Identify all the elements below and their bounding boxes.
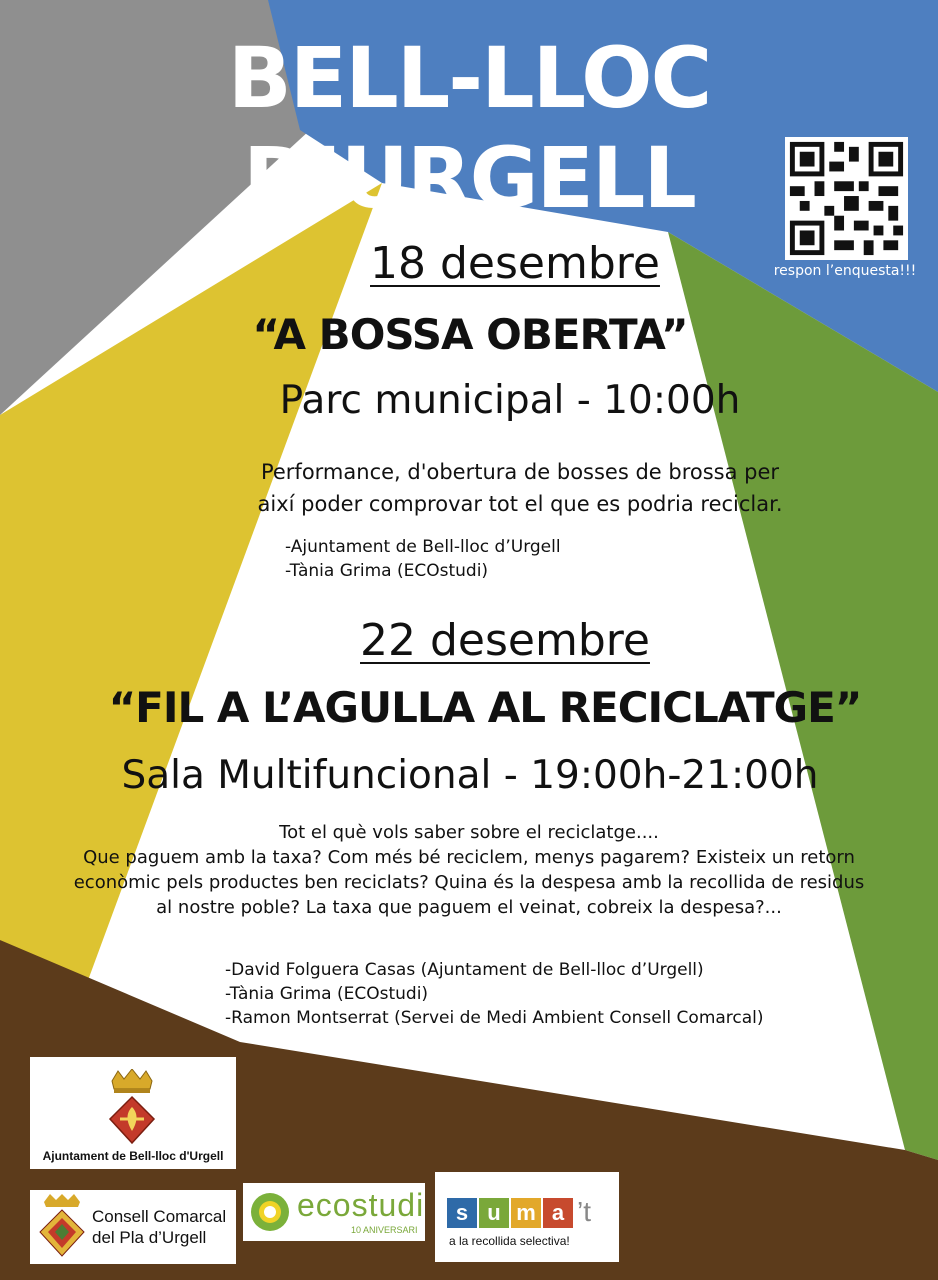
event2-date: 22 desembre <box>360 615 650 666</box>
ajuntament-logo <box>30 1057 236 1169</box>
event1-place: Parc municipal - 10:00h <box>279 378 741 423</box>
ecostudi-circle-icon <box>249 1191 291 1233</box>
credit-line: -Ramon Montserrat (Servei de Medi Ambient Consell Comarcal) <box>225 1008 764 1028</box>
ecostudi-tag: 10 ANIVERSARI <box>351 1225 418 1235</box>
event2-credits <box>225 958 764 1030</box>
description-line: així poder comprovar tot el que es podria reciclar. <box>257 492 783 516</box>
event2-place: Sala Multifuncional - 19:00h-21:00h <box>121 753 819 798</box>
credit-line: -David Folguera Casas (Ajuntament de Bell-lloc d’Urgell) <box>225 960 704 980</box>
event1-credits <box>285 535 561 583</box>
credit-line: -Tània Grima (ECOstudi) <box>285 561 489 581</box>
consell-line: Consell Comarcal <box>92 1207 227 1226</box>
event1-title: “A BOSSA OBERTA” <box>252 310 688 359</box>
description-line: Performance, d'obertura de bosses de brossa per <box>260 460 780 484</box>
credit-line: -Tània Grima (ECOstudi) <box>225 984 429 1004</box>
suma-letter: a <box>543 1198 573 1228</box>
credit-line: -Ajuntament de Bell-lloc d’Urgell <box>285 537 561 557</box>
coat-of-arms-icon <box>102 1069 162 1149</box>
qr-caption: respon l’enquesta!!! <box>773 263 917 279</box>
consell-name <box>92 1206 226 1248</box>
ajuntament-name: Ajuntament de Bell-lloc d'Urgell <box>42 1149 224 1163</box>
event2-title: “FIL A L’AGULLA AL RECICLATGE” <box>108 683 862 732</box>
suma-tag: a la recollida selectiva! <box>449 1234 570 1248</box>
event1-date: 18 desembre <box>370 238 660 289</box>
page-title: BELL-LLOC D’URGELL <box>227 29 711 227</box>
suma-letter: s <box>447 1198 477 1228</box>
ecostudi-name: ecostudi <box>297 1187 425 1223</box>
consell-emblem-icon <box>36 1194 88 1258</box>
description-line: al nostre poble? La taxa que paguem el veinat, cobreix la despesa?... <box>156 897 782 918</box>
suma-letter: u <box>479 1198 509 1228</box>
qr-code-icon[interactable] <box>785 137 908 260</box>
consell-comarcal-logo <box>30 1190 236 1264</box>
event1-description <box>150 456 890 520</box>
suma-suffix: ’t <box>577 1196 591 1227</box>
description-line: Que paguem amb la taxa? Com més bé reciclem, menys pagarem? Existeix un retorn <box>83 847 855 868</box>
consell-line: del Pla d’Urgell <box>92 1228 207 1247</box>
ecostudi-logo <box>243 1183 425 1241</box>
suma-letter: m <box>511 1198 541 1228</box>
description-line: Tot el què vols saber sobre el reciclatge.... <box>279 822 659 843</box>
suma-logo <box>435 1172 619 1262</box>
event2-description <box>0 820 938 920</box>
description-line: econòmic pels productes ben reciclats? Quina és la despesa amb la recollida de residus <box>73 872 865 893</box>
